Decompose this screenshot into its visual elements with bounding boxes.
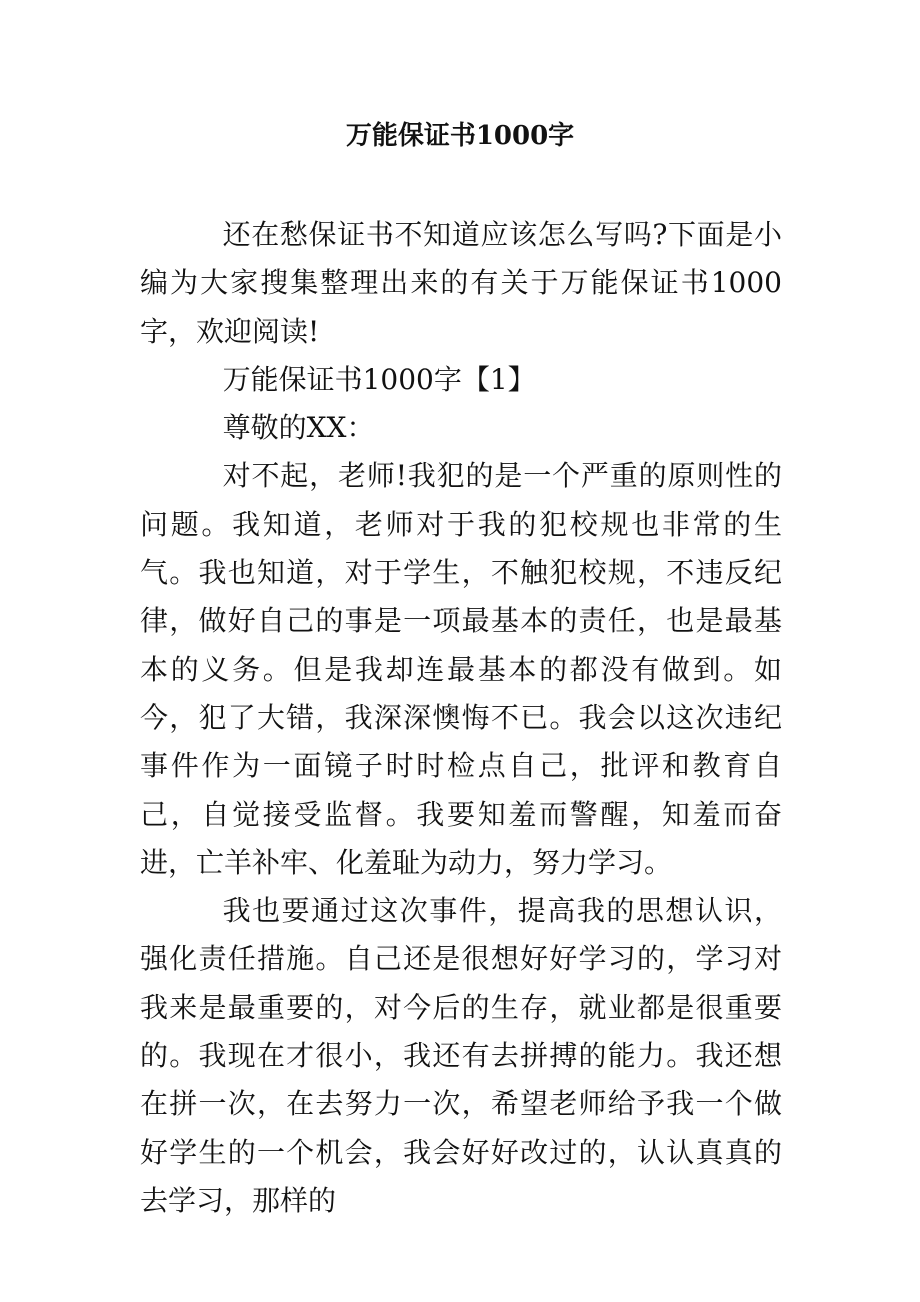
section-heading: 万能保证书1000字【1】 bbox=[222, 362, 536, 396]
body-paragraph: 我也要通过这次事件，提高我的思想认识，强化责任措施。自己还是很想好好学习的，学习对我来是最重要的，对今后的生存，就业都是很重要的。我现在才很小，我还有去拼搏的能力。我还想在拼一次，在去努力一次，希望老师给予我一个做好学生的一个机会，我会好好改过的，认认真真的去学习，那样的 bbox=[140, 894, 782, 1217]
salutation: 尊敬的XX： bbox=[222, 411, 375, 445]
body-paragraph: 对不起，老师!我犯的是一个严重的原则性的问题。我知道，老师对于我的犯校规也非常的生气。我也知道，对于学生，不触犯校规，不违反纪律，做好自己的事是一项最基本的责任，也是最基本的义务。但是我却连最基本的都没有做到。如今，犯了大错，我深深懊悔不已。我会以这次违纪事件作为一面镜子时时检点自己，批评和教育自己，自觉接受监督。我要知羞而警醒，知羞而奋进，亡羊补牢、化羞耻为动力，努力学习。 bbox=[140, 459, 782, 879]
document-body bbox=[140, 211, 782, 1225]
document-title: 万能保证书1000字 bbox=[345, 121, 575, 151]
intro-paragraph: 还在愁保证书不知道应该怎么写吗?下面是小编为大家搜集整理出来的有关于万能保证书1000字，欢迎阅读! bbox=[140, 218, 782, 348]
